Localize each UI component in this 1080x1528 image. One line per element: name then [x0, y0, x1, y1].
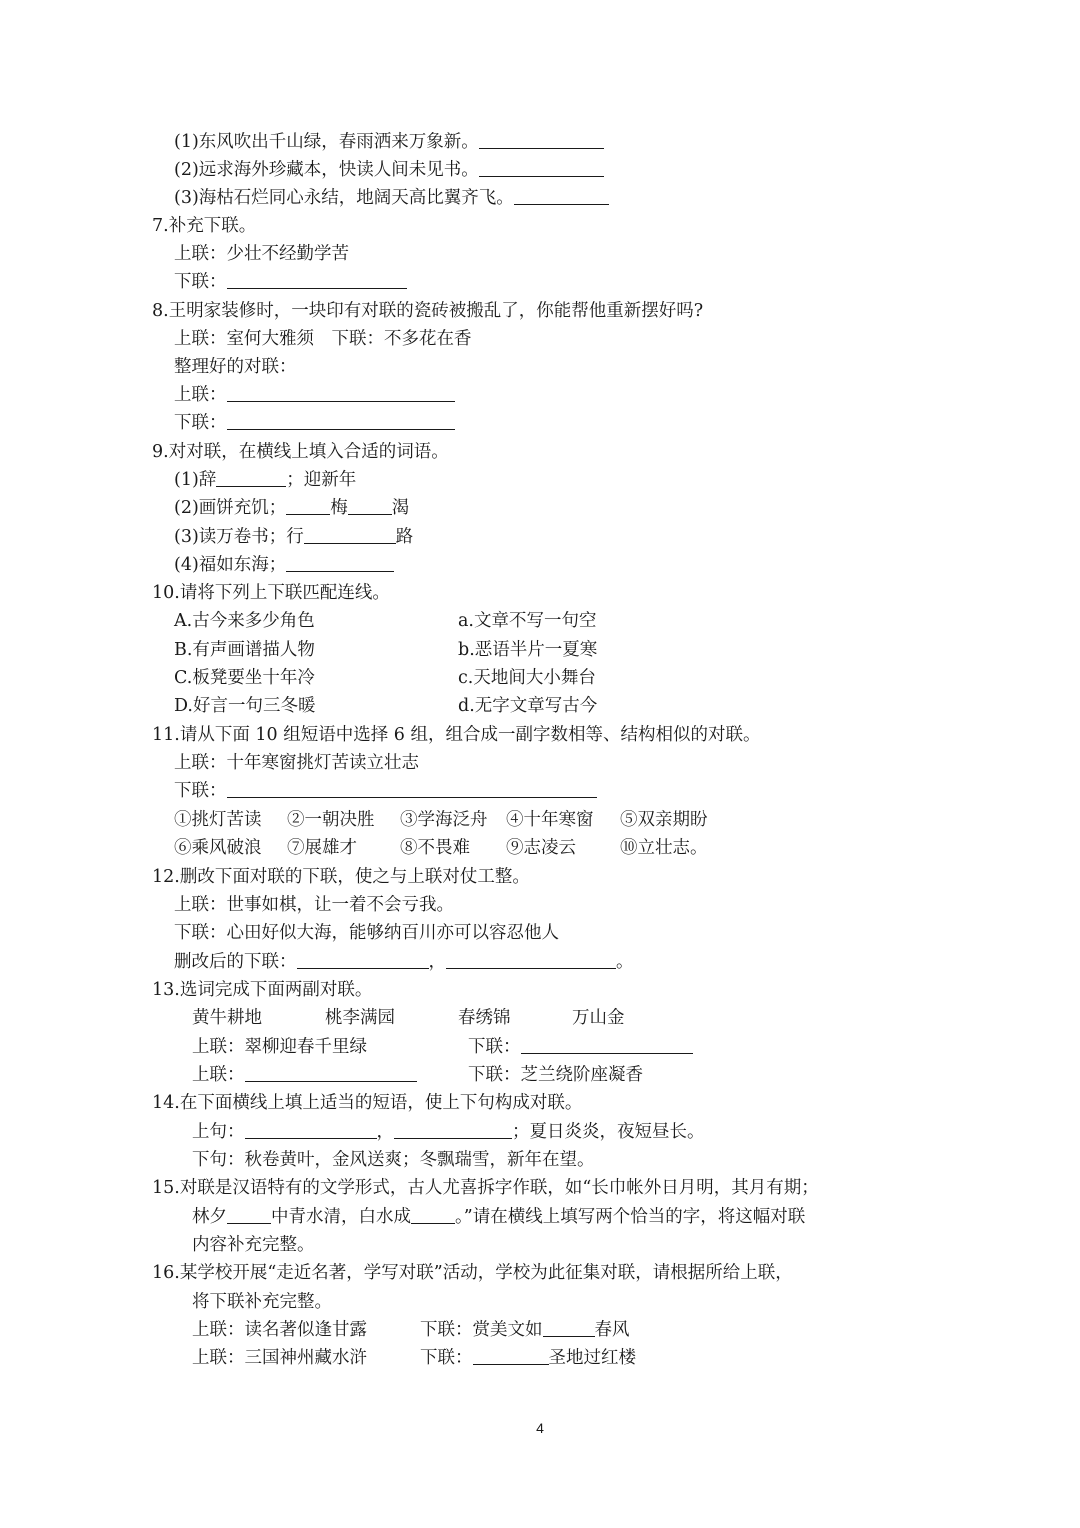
answer-blank[interactable] [297, 950, 429, 969]
text: 下联： [174, 781, 227, 801]
line-q13-p2-lower [468, 1062, 643, 1088]
text: ⑥乘风破浪 [174, 838, 262, 858]
line-q14-title [152, 1090, 582, 1116]
text: ⑤双亲期盼 [620, 810, 708, 830]
text: D.好言一句三冬暖 [174, 696, 316, 716]
text: 整理好的对联： [174, 357, 297, 377]
line-q8-sorted [174, 354, 297, 380]
text: 13.选词完成下面两副对联。 [152, 980, 373, 1000]
text: ， [428, 952, 446, 972]
text: 7.补充下联。 [152, 216, 257, 236]
line-q6-3 [174, 185, 609, 211]
answer-blank[interactable] [514, 186, 609, 205]
line-q9-title [152, 439, 449, 465]
line-q8-title [152, 298, 703, 324]
text: 春绣锦 [458, 1008, 511, 1028]
text: 上联： [192, 1065, 245, 1085]
line-q8-upper [174, 382, 455, 408]
answer-blank[interactable] [473, 1346, 549, 1365]
text: 将下联补充完整。 [192, 1292, 332, 1312]
line-q11-o8 [400, 835, 470, 861]
text: 内容补充完整。 [192, 1235, 315, 1255]
answer-blank[interactable] [245, 1120, 377, 1139]
text: 16.某学校开展“走近名著，学写对联”活动，学校为此征集对联，请根据所给上联， [152, 1263, 793, 1283]
answer-blank[interactable] [245, 1063, 417, 1082]
text: 。 [616, 952, 634, 972]
answer-blank[interactable] [286, 496, 330, 515]
line-q9-1 [174, 467, 356, 493]
line-q10-B [174, 637, 315, 663]
text: ①挑灯苦读 [174, 810, 262, 830]
line-q11-o1 [174, 807, 262, 833]
answer-blank[interactable] [227, 270, 407, 289]
text: 上联：少壮不经勤学苦 [174, 244, 349, 264]
line-q11-o4 [506, 807, 594, 833]
text: 春风 [594, 1320, 630, 1340]
text: 中青水清，白水成 [271, 1207, 411, 1227]
line-q10-A [174, 608, 315, 634]
text: 上联： [174, 385, 227, 405]
text: 下联：心田好似大海，能够纳百川亦可以容忍他人 [174, 923, 559, 943]
text: C.板凳要坐十年冷 [174, 668, 315, 688]
text: ②一朝决胜 [287, 810, 375, 830]
text: 删改后的下联： [174, 952, 297, 972]
answer-blank[interactable] [216, 468, 286, 487]
answer-blank[interactable] [304, 525, 396, 544]
text: 12.删改下面对联的下联，使之与上联对仗工整。 [152, 867, 530, 887]
line-q11-o2 [287, 807, 375, 833]
line-q13-p1-lower [468, 1034, 693, 1060]
text: 上联：翠柳迎春千里绿 [192, 1037, 367, 1057]
text: 桃李满园 [325, 1008, 395, 1028]
text: 下联： [420, 1348, 473, 1368]
text: 下联： [174, 413, 227, 433]
text: d.无字文章写古今 [458, 696, 598, 716]
text: 9.对对联，在横线上填入合适的词语。 [152, 442, 449, 462]
answer-blank[interactable] [394, 1120, 512, 1139]
text: 林夕 [192, 1207, 227, 1227]
text: ④十年寒窗 [506, 810, 594, 830]
text: ；迎新年 [286, 470, 357, 490]
line-q10-D [174, 693, 315, 719]
text: 路 [395, 527, 414, 547]
text: 下联：赏美文如 [420, 1320, 543, 1340]
line-q11-o5 [620, 807, 708, 833]
text: 上联：读名著似逢甘露 [192, 1320, 367, 1340]
text: c.天地间大小舞台 [458, 668, 596, 688]
text: ⑦展雄才 [287, 838, 357, 858]
text: 11.请从下面 10 组短语中选择 6 组，组合成一副字数相等、结构相似的对联。 [152, 725, 761, 745]
text: (1)东风吹出千山绿，春雨洒来万象新。 [174, 132, 479, 152]
text: (3)海枯石烂同心永结，地阔天高比翼齐飞。 [174, 188, 514, 208]
answer-blank[interactable] [348, 496, 392, 515]
answer-blank[interactable] [286, 553, 394, 572]
text: 万山金 [572, 1008, 625, 1028]
text: ⑩立壮志。 [620, 838, 708, 858]
answer-blank[interactable] [227, 411, 455, 430]
line-q12-upper [174, 892, 454, 918]
text: 。”请在横线上填写两个恰当的字，将这幅对联 [455, 1207, 806, 1227]
line-q13-p2-upper [192, 1062, 417, 1088]
line-q9-2 [174, 495, 409, 521]
line-q13-w2 [325, 1005, 395, 1031]
line-q13-p1-upper [192, 1034, 367, 1060]
line-q7-title [152, 213, 256, 239]
line-q12-lower [174, 920, 559, 946]
line-q14-lower [192, 1147, 595, 1173]
line-q8-lower [174, 410, 455, 436]
line-q16-p2-lower [420, 1345, 636, 1371]
line-q12-title [152, 864, 530, 890]
answer-blank[interactable] [227, 779, 597, 798]
line-q9-3 [174, 524, 413, 550]
text: 下联：芝兰绕阶座凝香 [468, 1065, 643, 1085]
text: 圣地过红楼 [548, 1348, 636, 1368]
line-q6-1 [174, 129, 604, 155]
line-q13-w3 [458, 1005, 511, 1031]
text: 14.在下面横线上填上适当的短语，使上下句构成对联。 [152, 1093, 583, 1113]
line-q12-revised [174, 949, 634, 975]
text: 10.请将下列上下联匹配连线。 [152, 583, 390, 603]
text: ⑨志凌云 [506, 838, 576, 858]
line-q14-upper [192, 1119, 705, 1145]
line-q6-2 [174, 157, 604, 183]
text: (1)辞 [174, 470, 217, 490]
text: (4)福如东海； [174, 555, 287, 575]
answer-blank[interactable] [479, 130, 604, 149]
line-q16-p2-upper [192, 1345, 367, 1371]
text: a.文章不写一句空 [458, 611, 597, 631]
answer-blank[interactable] [479, 158, 604, 177]
answer-blank[interactable] [446, 950, 616, 969]
answer-blank[interactable] [227, 1205, 271, 1224]
line-q10-a [458, 608, 597, 634]
text: 上联：世事如棋，让一着不会亏我。 [174, 895, 454, 915]
line-q11-upper [174, 750, 419, 776]
line-q16-p1-lower [420, 1317, 630, 1343]
line-q7-lower [174, 269, 407, 295]
page-number: 4 [536, 1420, 544, 1436]
text: ⑧不畏难 [400, 838, 470, 858]
line-q16-l2 [192, 1289, 332, 1315]
line-q10-C [174, 665, 315, 691]
line-q11-o10 [620, 835, 708, 861]
line-q11-o7 [287, 835, 357, 861]
text: 下句：秋卷黄叶，金风送爽；冬飘瑞雪，新年在望。 [192, 1150, 595, 1170]
answer-blank[interactable] [411, 1205, 455, 1224]
line-q13-w4 [572, 1005, 625, 1031]
text: ， [376, 1122, 394, 1142]
text: 下联： [174, 272, 227, 292]
text: (3)读万卷书；行 [174, 527, 304, 547]
answer-blank[interactable] [543, 1318, 595, 1337]
line-q13-w1 [192, 1005, 262, 1031]
text: 上联：室何大雅须 下联：不多花在香 [174, 329, 472, 349]
text: 梅 [330, 498, 348, 518]
text: 上联：十年寒窗挑灯苦读立壮志 [174, 753, 419, 773]
text: 上句： [192, 1122, 245, 1142]
text: 黄牛耕地 [192, 1008, 262, 1028]
line-q10-b [458, 637, 597, 663]
line-q8-given [174, 326, 472, 352]
text: 渴 [391, 498, 410, 518]
text: ；夏日炎炎，夜短昼长。 [512, 1122, 705, 1142]
text: 15.对联是汉语特有的文学形式，古人尤喜拆字作联，如“长巾帐外日月明，其月有期； [152, 1178, 819, 1198]
line-q11-title [152, 722, 760, 748]
line-q15-l3 [192, 1232, 315, 1258]
text: 上联：三国神州藏水浒 [192, 1348, 367, 1368]
line-q11-o3 [400, 807, 488, 833]
text: (2)远求海外珍藏本，快读人间未见书。 [174, 160, 479, 180]
line-q15-l1 [152, 1175, 819, 1201]
line-q10-c [458, 665, 596, 691]
line-q10-title [152, 580, 390, 606]
line-q16-p1-upper [192, 1317, 367, 1343]
line-q16-l1 [152, 1260, 793, 1286]
line-q11-o9 [506, 835, 576, 861]
line-q11-lower [174, 778, 597, 804]
line-q9-4 [174, 552, 394, 578]
answer-blank[interactable] [227, 383, 455, 402]
text: B.有声画谱描人物 [174, 640, 315, 660]
text: b.恶语半片一夏寒 [458, 640, 598, 660]
answer-blank[interactable] [521, 1035, 693, 1054]
text: A.古今来多少角色 [174, 611, 315, 631]
text: 8.王明家装修时，一块印有对联的瓷砖被搬乱了，你能帮他重新摆好吗? [152, 301, 704, 321]
line-q7-upper [174, 241, 349, 267]
line-q13-title [152, 977, 372, 1003]
text: ③学海泛舟 [400, 810, 488, 830]
line-q11-o6 [174, 835, 262, 861]
text: (2)画饼充饥； [174, 498, 287, 518]
text: 下联： [468, 1037, 521, 1057]
line-q10-d [458, 693, 597, 719]
line-q15-l2 [192, 1204, 805, 1230]
